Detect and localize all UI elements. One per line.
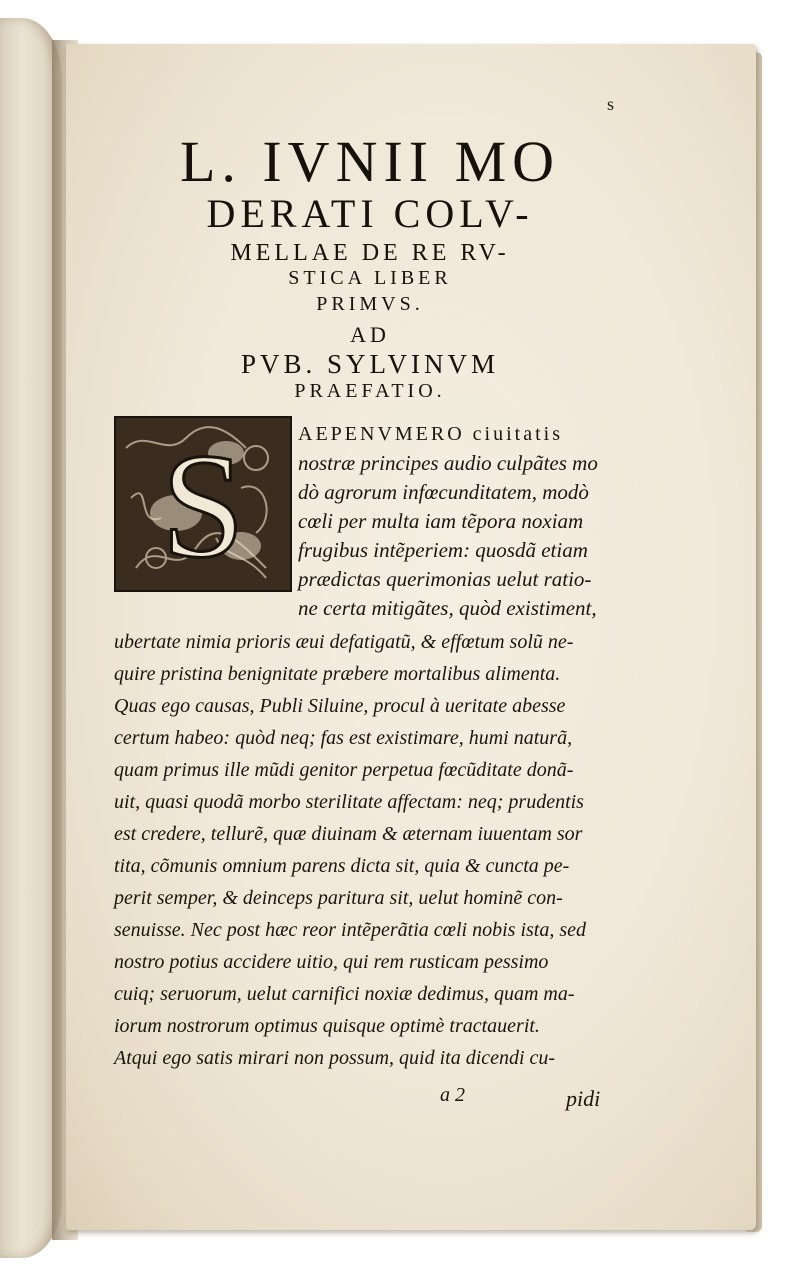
title-line-7: PVB. SYLVINVM <box>240 349 500 379</box>
catchword: pidi <box>566 1086 601 1111</box>
body-line-14: est credere, tellurẽ, quæ diuinam & æternam iuuentam sor <box>114 823 583 845</box>
body-line-1: AEPENVMERO ciuitatis <box>298 423 563 445</box>
body-line-16: perit semper, & deinceps paritura sit, uelut hominẽ con- <box>114 887 563 909</box>
body-line-10: Quas ego causas, Publi Siluine, procul à ueritate abesse <box>114 695 566 717</box>
body-line-6: prædictas querimonias uelut ratio- <box>298 567 592 591</box>
body-line-2: nostræ principes audio culpãtes mo <box>298 451 598 475</box>
title-line-1: L. IVNII MO <box>179 129 561 194</box>
title-line-4: STICA LIBER <box>288 267 452 289</box>
body-line-7: ne certa mitigãtes, quòd existiment, <box>298 596 597 620</box>
body-line-4: cœli per multa iam tẽpora noxiam <box>298 509 584 533</box>
body-line-20: iorum nostrorum optimus quisque optimè tractauerit. <box>114 1015 540 1037</box>
body-line-19: cuiq; seruorum, uelut carnifici noxiæ dedimus, quam ma- <box>114 983 575 1005</box>
body-line-5: frugibus intẽperiem: quosdã etiam <box>298 538 588 562</box>
title-line-6: AD <box>350 322 390 347</box>
body-line-15: tita, cõmunis omnium parens dicta sit, quia & cuncta pe- <box>114 855 570 877</box>
corner-mark: s <box>607 94 615 114</box>
body-line-12: quam primus ille mũdi genitor perpetua fœcũditate donã- <box>114 759 574 781</box>
signature-mark: a 2 <box>440 1084 465 1106</box>
body-line-9: quire pristina benignitate præbere mortalibus alimenta. <box>114 663 561 685</box>
body-line-18: nostro potius accidere uitio, qui rem rusticam pessimo <box>114 951 549 973</box>
woodcut-illustration <box>116 418 290 590</box>
body-line-3: dò agrorum infœcunditatem, modò <box>298 480 589 504</box>
decorated-initial-woodcut <box>114 416 292 592</box>
body-line-13: uit, quasi quodã morbo sterilitate affectam: neq; prudentis <box>114 791 584 813</box>
title-line-8: PRAEFATIO. <box>294 380 446 402</box>
title-line-3: MELLAE DE RE RV- <box>230 240 510 266</box>
body-line-17: senuisse. Nec post hæc reor intẽperãtia cœli nobis ista, sed <box>114 919 587 941</box>
body-line-8: ubertate nimia prioris æui defatigatũ, & effœtum solũ ne- <box>114 631 574 653</box>
body-line-21: Atqui ego satis mirari non possum, quid ita dicendi cu- <box>114 1047 556 1069</box>
body-line-11: certum habeo: quòd neq; fas est existimare, humi naturã, <box>114 727 573 749</box>
title-line-2: DERATI COLV- <box>206 191 534 236</box>
title-line-5: PRIMVS. <box>316 293 424 315</box>
initial-letter: S <box>161 423 245 589</box>
